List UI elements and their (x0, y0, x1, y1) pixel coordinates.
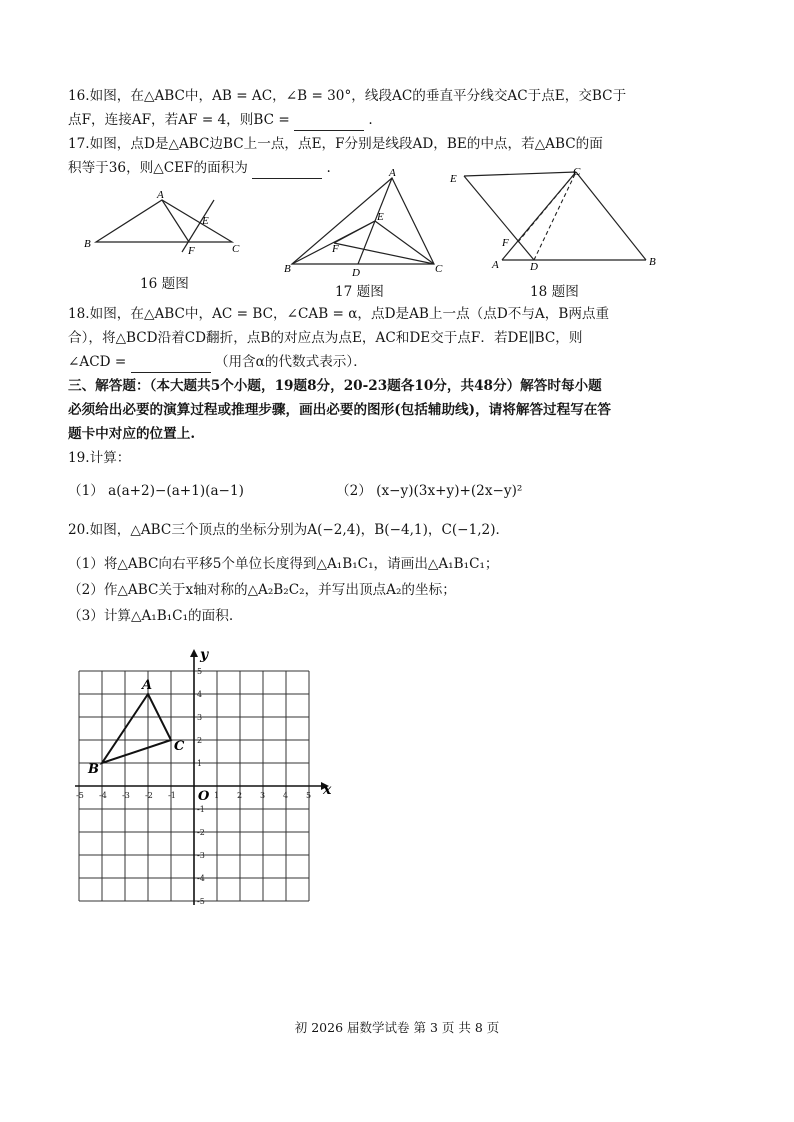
fig18-segment-ec (464, 172, 576, 176)
fig17-label-e: E (377, 211, 384, 223)
figure-18 (446, 164, 664, 272)
q18-line2: 合），将△BCD沿着CD翻折，点B的对应点为点E，AC和DE交于点F．若DE∥BC，则 (68, 330, 583, 346)
fig18-label-c: C (573, 166, 581, 178)
y-axis-label: y (200, 647, 209, 663)
section3-line3: 题卡中对应的位置上. (68, 426, 196, 442)
y-tick-label: 2 (197, 736, 203, 745)
figure-17 (282, 166, 448, 278)
x-tick-label: -4 (99, 791, 107, 800)
fig17-label-d: D (352, 267, 360, 278)
fig17-caption: 17 题图 (335, 284, 384, 300)
fig17-label-f: F (332, 243, 339, 255)
section3-line2: 必须给出必要的演算过程或推理步骤，画出必要的图形(包括辅助线)，请将解答过程写在答 (68, 402, 612, 418)
y-tick-label: -3 (197, 851, 205, 860)
origin-label: O (198, 789, 210, 804)
fig18-segment-ed (464, 176, 534, 260)
fig18-label-a: A (492, 259, 499, 271)
triangle-abc-outline (102, 694, 171, 763)
y-tick-label: 5 (197, 667, 203, 676)
q18-line3-text: ∠ACD = (68, 354, 127, 370)
q20-part3: （3）计算△A₁B₁C₁的面积. (68, 608, 234, 624)
q18-line3 (68, 352, 367, 373)
x-tick-label: 1 (214, 791, 220, 800)
q16-line2 (68, 110, 373, 131)
x-tick-label: 3 (260, 791, 266, 800)
q20-part1: （1）将△ABC向右平移5个单位长度得到△A₁B₁C₁，请画出△A₁B₁C₁； (68, 556, 499, 572)
y-tick-label: 3 (197, 713, 203, 722)
q18-line1: 18.如图，在△ABC中，AC = BC，∠CAB = α，点D是AB上一点（点D不与A，B两点重 (68, 306, 610, 322)
q17-line1: 17.如图，点D是△ABC边BC上一点，点E，F分别是线段AD，BE的中点，若△ABC的面 (68, 136, 603, 152)
fig16-label-f: F (188, 245, 195, 257)
fig16-label-c: C (232, 243, 240, 255)
section3-line1: 三、解答题：（本大题共5个小题，19题8分，20-23题各10分，共48分）解答时每小题 (68, 378, 602, 394)
vertex-label-a: A (142, 678, 153, 693)
fig18-segment-cd-dashed (534, 172, 576, 260)
y-tick-label: -2 (197, 828, 205, 837)
fig17-segment-ef (334, 221, 375, 243)
fig18-label-b: B (649, 256, 656, 268)
x-tick-label: 5 (306, 791, 312, 800)
q16-line2-text: 点F，连接AF，若AF = 4，则BC = (68, 112, 290, 128)
fig18-label-f: F (502, 237, 509, 249)
y-axis-arrow (190, 649, 198, 657)
vertex-label-c: C (174, 739, 185, 754)
axes (75, 649, 329, 905)
q16-line1: 16.如图，在△ABC中，AB = AC，∠B = 30°，线段AC的垂直平分线交AC于点E，交BC于 (68, 88, 627, 104)
x-tick-label: -2 (145, 791, 153, 800)
fig16-label-b: B (84, 238, 91, 250)
x-tick-label: -5 (76, 791, 84, 800)
y-tick-label: 4 (197, 690, 203, 699)
y-tick-label: -5 (197, 897, 205, 906)
y-tick-label: 1 (197, 759, 203, 768)
fig18-segment-cb (576, 172, 646, 260)
q19-title: 19.计算： (68, 450, 131, 466)
x-tick-label: -3 (122, 791, 130, 800)
fig17-label-b: B (284, 263, 291, 275)
x-tick-label: -1 (168, 791, 176, 800)
fig16-caption: 16 题图 (140, 276, 189, 292)
figure-16 (82, 188, 252, 258)
q16-line2-end: . (368, 112, 373, 128)
q20-part2: （2）作△ABC关于x轴对称的△A₂B₂C₂，并写出顶点A₂的坐标； (68, 582, 456, 598)
fig16-perpendicular-bisector (182, 200, 214, 252)
q17-line2-end: . (326, 160, 331, 176)
fig16-triangle (96, 200, 232, 242)
fig17-label-a: A (389, 167, 396, 179)
fig18-caption: 18 题图 (530, 284, 579, 300)
fig18-label-e: E (450, 173, 457, 185)
vertex-label-b: B (88, 762, 99, 777)
y-tick-label: -1 (197, 805, 205, 814)
page-footer: 初 2026 届数学试卷 第 3 页 共 8 页 (294, 1020, 500, 1035)
x-axis-label: x (323, 782, 332, 798)
q20-intro: 20.如图，△ABC三个顶点的坐标分别为A(−2,4)，B(−4,1)，C(−1,2)． (68, 522, 510, 538)
y-tick-label: -4 (197, 874, 205, 883)
x-tick-label: 4 (283, 791, 289, 800)
fig17-label-c: C (435, 263, 443, 275)
q16-answer-blank (294, 110, 364, 131)
coordinate-grid (60, 634, 340, 910)
q18-answer-blank (131, 352, 211, 373)
fig16-label-a: A (157, 189, 164, 201)
q18-line3-end: （用含α的代数式表示）． (214, 354, 367, 370)
q19-part2: （2） (x−y)(3x+y)+(2x−y)² (336, 483, 523, 499)
q17-line2-text: 积等于36，则△CEF的面积为 (68, 160, 248, 176)
fig16-label-e: E (202, 215, 209, 227)
fig18-label-d: D (530, 261, 538, 272)
q19-part1: （1） a(a+2)−(a+1)(a−1) (68, 483, 244, 499)
fig16-segment-af (162, 200, 189, 242)
x-tick-label: 2 (237, 791, 243, 800)
